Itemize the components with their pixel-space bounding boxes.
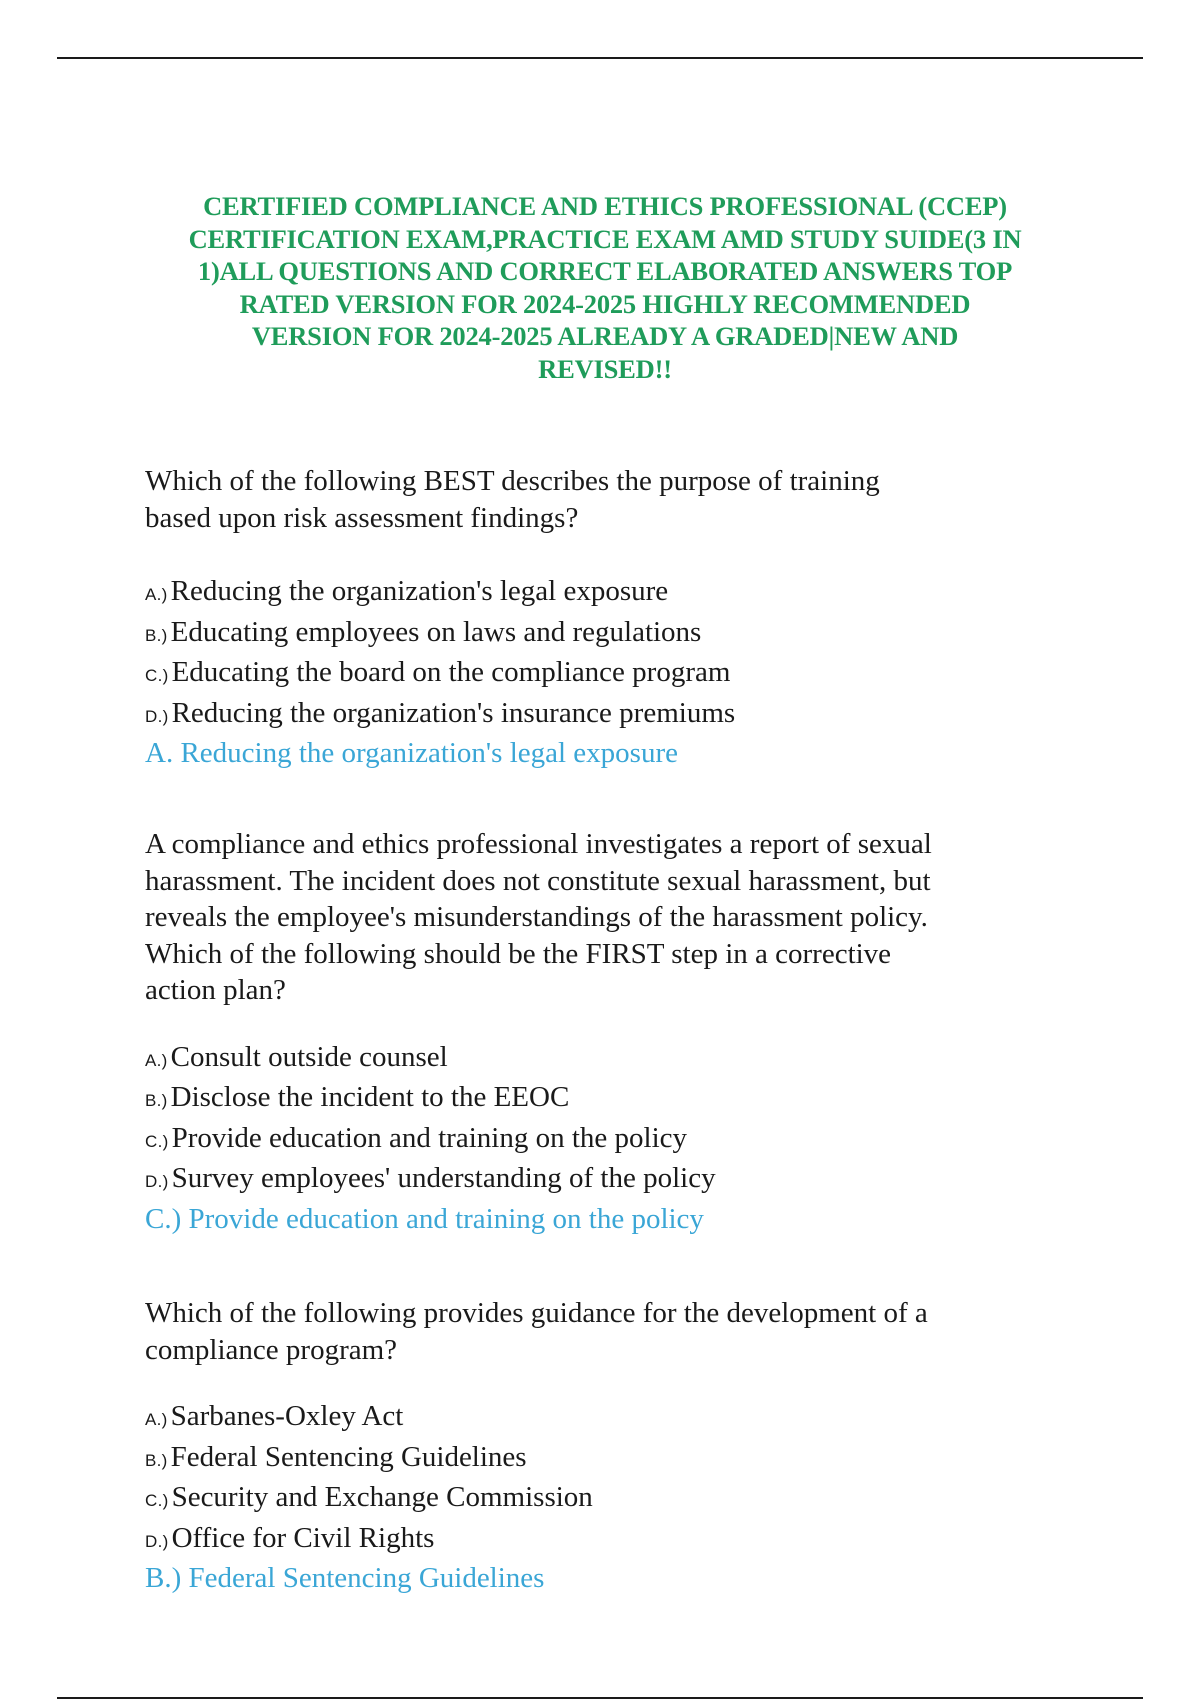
question-1 [145,463,1065,772]
option-text: Security and Exchange Commission [171,1481,593,1513]
header-rule [57,57,1143,59]
option-letter: B.) [145,1450,168,1470]
option-letter: D.) [145,1531,169,1551]
question-line: reveals the employee's misunderstandings of the harassment policy. [145,901,928,933]
question-line: action plan? [145,974,286,1006]
option-text: Office for Civil Rights [171,1521,435,1554]
question-line: compliance program? [145,1333,398,1366]
title-line: CERTIFIED COMPLIANCE AND ETHICS PROFESSIONAL (CCEP) [203,191,1007,221]
options-list [145,1039,1065,1201]
option-b [145,1079,1065,1120]
option-d [145,1520,1065,1561]
option-a [145,573,1065,614]
document-title [140,190,1070,385]
title-line: 1)ALL QUESTIONS AND CORRECT ELABORATED ANSWERS TOP [197,256,1013,286]
option-letter: D.) [145,706,169,726]
option-b [145,614,1065,655]
question-line: Which of the following BEST describes the purpose of training [145,465,880,497]
option-letter: C.) [145,1491,169,1510]
title-line: VERSION FOR 2024-2025 ALREADY A GRADED|NEW AND [251,321,959,351]
option-letter: C.) [145,1131,169,1151]
option-text: Educating the board on the compliance program [171,656,731,688]
question-line: harassment. The incident does not constitute sexual harassment, but [145,864,931,897]
option-c [145,1120,1065,1161]
option-letter: A.) [145,585,168,604]
question-line: based upon risk assessment findings? [145,501,579,534]
option-d [145,1160,1065,1201]
correct-answer: B.) Federal Sentencing Guidelines [145,1562,545,1594]
option-text: Federal Sentencing Guidelines [170,1440,527,1473]
option-text: Provide education and training on the policy [171,1121,687,1154]
question-text [145,463,1065,536]
option-text: Educating employees on laws and regulations [170,615,702,648]
title-line: REVISED!! [538,353,672,384]
option-letter: A.) [145,1050,168,1070]
option-text: Survey employees' understanding of the policy [171,1162,716,1194]
option-d [145,695,1065,736]
option-letter: C.) [145,666,169,685]
option-a [145,1039,1065,1080]
question-text [145,1295,1065,1368]
option-text: Sarbanes-Oxley Act [170,1400,404,1432]
question-text [145,826,1065,1009]
title-line: CERTIFICATION EXAM,PRACTICE EXAM AMD STUDY SUIDE(3 IN [188,223,1022,254]
option-text: Consult outside counsel [170,1040,448,1073]
option-c [145,1479,1065,1520]
option-text: Disclose the incident to the EEOC [170,1081,570,1113]
option-letter: A.) [145,1410,168,1429]
title-line: RATED VERSION FOR 2024-2025 HIGHLY RECOMMENDED [239,288,971,319]
option-a [145,1398,1065,1439]
option-text: Reducing the organization's legal exposure [170,575,669,607]
question-line: A compliance and ethics professional investigates a report of sexual [145,828,932,860]
question-2 [145,826,1065,1237]
question-line: Which of the following should be the FIRST step in a corrective [145,937,892,970]
correct-answer: C.) Provide education and training on the policy [145,1202,704,1235]
question-3 [145,1295,1065,1597]
correct-answer: A. Reducing the organization's legal exposure [145,737,678,769]
question-line: Which of the following provides guidance for the development of a [145,1297,928,1329]
options-list [145,573,1065,735]
options-list [145,1398,1065,1560]
footer-rule [57,1697,1143,1699]
option-letter: B.) [145,625,168,645]
option-letter: B.) [145,1091,168,1110]
option-c [145,654,1065,695]
option-b [145,1439,1065,1480]
option-letter: D.) [145,1172,169,1191]
option-text: Reducing the organization's insurance premiums [171,696,736,729]
